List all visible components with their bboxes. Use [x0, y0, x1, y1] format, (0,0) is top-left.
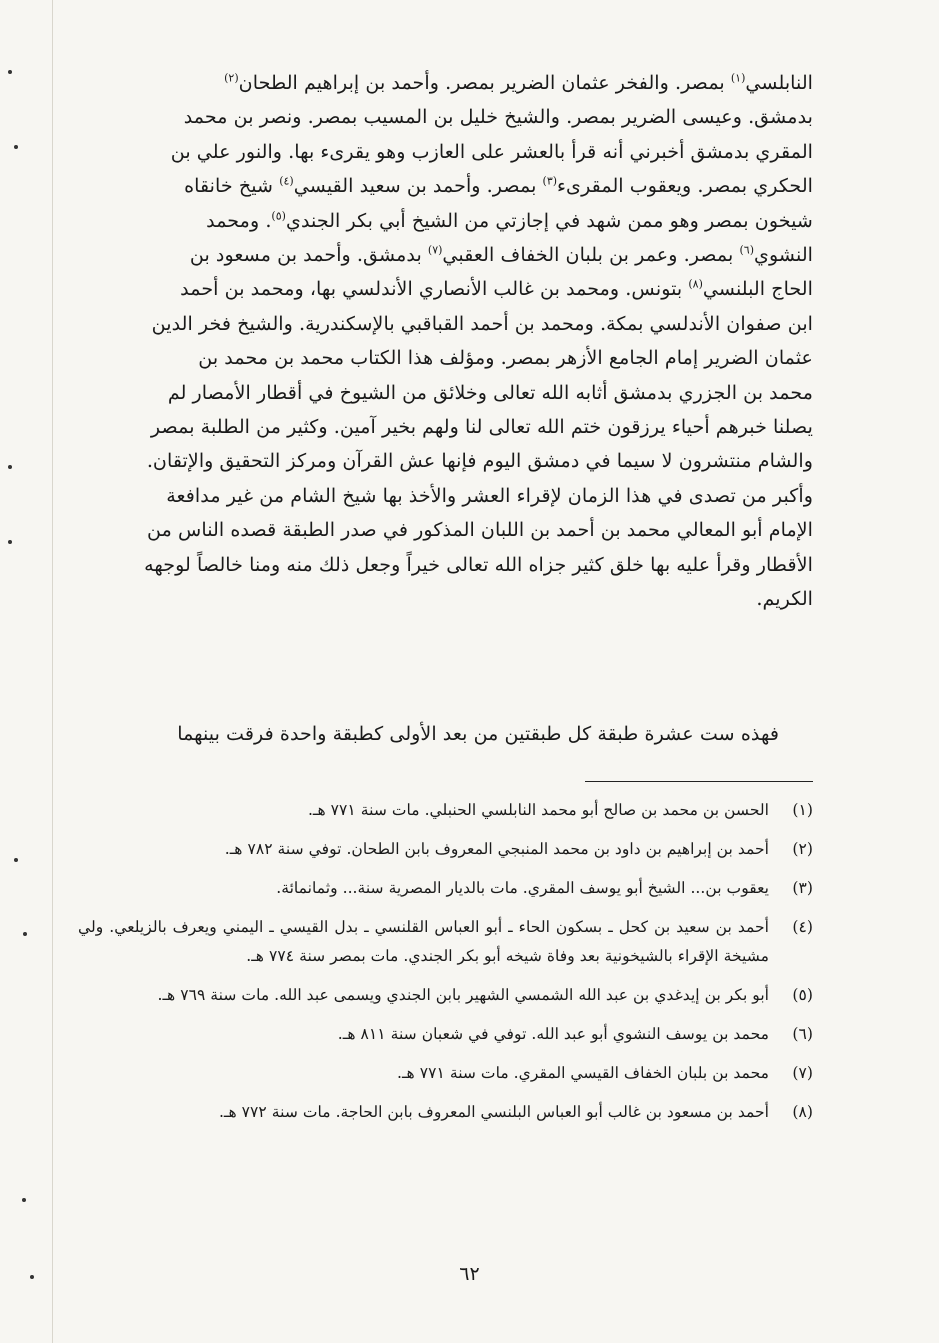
- page-edge: [52, 0, 53, 1343]
- footnote-number: (٥): [792, 986, 813, 1004]
- page-number: ٦٢: [459, 1263, 480, 1285]
- footnote-text: أحمد بن مسعود بن غالب أبو العباس البلنسي المعروف بابن الحاجة. مات سنة ٧٧٢ هـ.: [218, 1103, 769, 1121]
- footnote: [78, 1020, 813, 1049]
- footnote: [78, 1059, 813, 1088]
- main-line: محمد بن الجزري بدمشق أثابه الله تعالى وخلائق من الشيوخ في أقطار الأمصار لم: [167, 380, 813, 404]
- footnote: [78, 874, 813, 903]
- scan-speck: [8, 465, 12, 469]
- footnote-number: (٢): [792, 840, 813, 858]
- footnote-text: أحمد بن إبراهيم بن داود بن محمد المنبجي المعروف بابن الطحان. توفي سنة ٧٨٢ هـ.: [224, 840, 769, 858]
- scan-speck: [30, 1275, 34, 1279]
- main-line: وأكبر من تصدى في هذا الزمان لإقراء العشر والأخذ بها شيخ الشام من غير مدافعة: [166, 483, 813, 507]
- footnote-number: (٤): [792, 918, 813, 936]
- main-line: الحاج البلنسي$^{(٨)}$ بتونس. ومحمد بن غالب الأنصاري الأندلسي بها، ومحمد بن أحمد: [180, 277, 813, 301]
- main-line: الكريم.: [756, 587, 813, 611]
- footnote-text: أبو بكر بن إيدغدي بن عبد الله الشمسي الشهير بابن الجندي ويسمى عبد الله. مات سنة ٧٦٩ هـ.: [157, 986, 769, 1004]
- main-line: الحكري بمصر. ويعقوب المقرىء$^{(٣)}$ بمصر. وأحمد بن سعيد القيسي$^{(٤)}$ شيخ خانقاه: [184, 174, 813, 198]
- scan-speck: [8, 70, 12, 74]
- scan-speck: [8, 540, 12, 544]
- footnotes: [78, 796, 813, 1137]
- scan-speck: [22, 1198, 26, 1202]
- footnote: [78, 796, 813, 825]
- main-line: ابن صفوان الأندلسي بمكة. ومحمد بن أحمد القباقبي بالإسكندرية. والشيخ فخر الدين: [151, 311, 813, 335]
- footnote-number: (٨): [792, 1103, 813, 1121]
- main-line: يصلنا خبرهم أحياء يرزقون ختم الله تعالى لنا ولهم بخير آمين. وكثير من الطلبة بمصر: [150, 415, 813, 439]
- footnote-text: يعقوب بن... الشيخ أبو يوسف المقري. مات بالديار المصرية سنة... وثمانمائة.: [276, 879, 769, 897]
- scan-speck: [14, 145, 18, 149]
- main-line: والشام منتشرون لا سيما في دمشق اليوم فإنها عش القرآن ومركز التحقيق والإتقان.: [146, 449, 813, 473]
- main-line: النابلسي$^{(١)}$ بمصر. والفخر عثمان الضرير بمصر. وأحمد بن إبراهيم الطحان$^{(٢)}$: [224, 71, 813, 94]
- main-line: الإمام أبو المعالي محمد بن أحمد بن اللبان المذكور في صدر الطبقة قصده الناس من: [147, 518, 813, 542]
- footnote: [78, 981, 813, 1010]
- footnote-text: محمد بن يوسف النشوي أبو عبد الله. توفي في شعبان سنة ٨١١ هـ.: [337, 1025, 769, 1043]
- footnote: [78, 913, 813, 971]
- footnote-number: (٦): [792, 1025, 813, 1043]
- main-line: بدمشق. وعيسى الضرير بمصر. والشيخ خليل بن المسيب بمصر. ونصر بن محمد: [183, 105, 813, 129]
- main-text: [78, 66, 813, 617]
- scan-speck: [23, 932, 27, 936]
- main-line: شيخون بمصر وهو ممن شهد في إجازتي من الشيخ أبي بكر الجندي$^{(٥)}$. ومحمد: [206, 208, 813, 232]
- main-line: عثمان الضرير إمام الجامع الأزهر بمصر. ومؤلف هذا الكتاب محمد بن محمد بن: [198, 346, 813, 370]
- footnote-text: أحمد بن سعيد بن كحل ـ بسكون الحاء ـ أبو العباس القلنسي ـ بدل القيسي ـ اليمني ويعرف بالزيلعي. ولي مشيخة الإقراء بالشيخونية بعد وفاة شيخه أبو بكر الجندي. مات بمصر سنة ٧٧٤ هـ.: [78, 918, 769, 965]
- footnote-text: الحسن بن محمد بن صالح أبو محمد النابلسي الحنبلي. مات سنة ٧٧١ هـ.: [307, 801, 769, 819]
- footnote: [78, 835, 813, 864]
- footnote-number: (١): [792, 801, 813, 819]
- closing-line: فهذه ست عشرة طبقة كل طبقتين من بعد الأولى كطبقة واحدة فرقت بينهما: [177, 722, 779, 745]
- footnote-text: محمد بن بلبان الخفاف القيسي المقري. مات سنة ٧٧١ هـ.: [397, 1064, 769, 1082]
- main-line: النشوي$^{(٦)}$ بمصر. وعمر بن بلبان الخفاف العقبي$^{(٧)}$ بدمشق. وأحمد بن مسعود بن: [189, 243, 813, 267]
- footnote: [78, 1098, 813, 1127]
- main-line: الأقطار وقرأ عليه بها خلق كثير جزاه الله تعالى خيراً وجعل ذلك منه ومنا خالصاً لوجهه: [144, 552, 813, 576]
- footnote-number: (٣): [792, 879, 813, 897]
- footnote-separator: [585, 781, 813, 782]
- main-line: المقري بدمشق أخبرني أنه قرأ بالعشر على العازب وهو يقرىء بها. والنور علي بن: [170, 139, 813, 163]
- scan-speck: [14, 858, 18, 862]
- footnote-number: (٧): [792, 1064, 813, 1082]
